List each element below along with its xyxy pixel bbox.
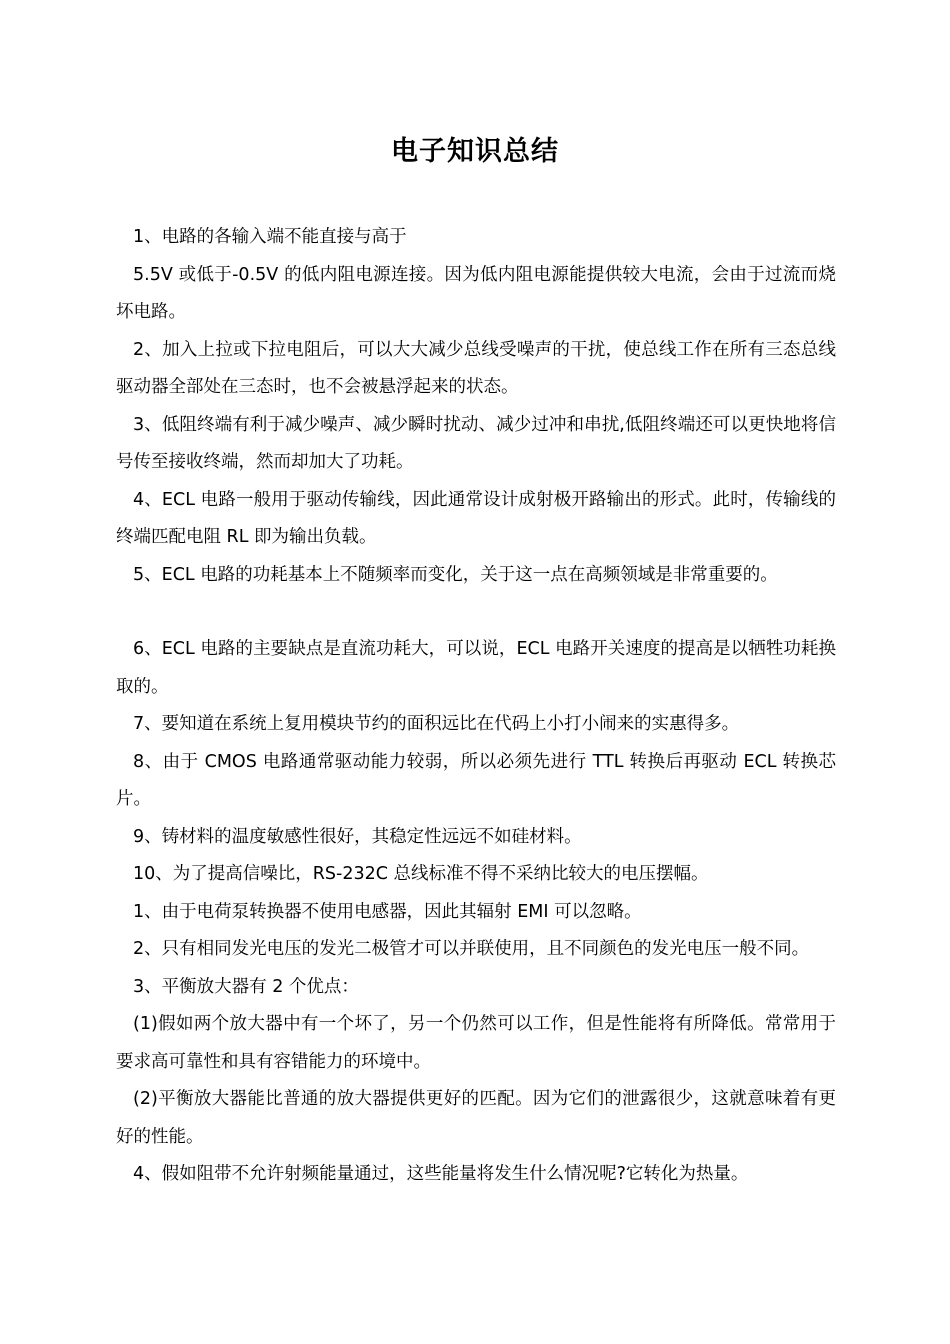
document-body: [116, 219, 836, 1194]
paragraph-11: 10、为了提高信噪比，RS-232C 总线标准不得不采纳比较大的电压摆幅。: [133, 864, 709, 884]
document-title: 电子知识总结: [391, 136, 559, 167]
paragraph-2: 5.5V 或低于-0.5V 的低内阻电源连接。因为低内阻电源能提供较大电流，会由于过流而烧坏电路。: [116, 264, 836, 322]
paragraph-4: 3、低阻终端有利于减少噪声、减少瞬时扰动、减少过冲和串扰,低阻终端还可以更快地将信号传至接收终端，然而却加大了功耗。: [116, 414, 836, 472]
paragraph-6: 5、ECL 电路的功耗基本上不随频率而变化，关于这一点在高频领域是非常重要的。: [133, 564, 778, 585]
paragraph-16: (2)平衡放大器能比普通的放大器提供更好的匹配。因为它们的泄露很少，这就意味着有更好的性能。: [116, 1089, 836, 1147]
paragraph-12: 1、由于电荷泵转换器不使用电感器，因此其辐射 EMI 可以忽略。: [133, 901, 642, 922]
paragraph-3: 2、加入上拉或下拉电阻后，可以大大减少总线受噪声的干扰，使总线工作在所有三态总线驱动器全部处在三态时，也不会被悬浮起来的状态。: [116, 339, 836, 397]
paragraph-5: 4、ECL 电路一般用于驱动传输线，因此通常设计成射极开路输出的形式。此时，传输线的终端匹配电阻 RL 即为输出负载。: [116, 489, 836, 547]
paragraph-7: 6、ECL 电路的主要缺点是直流功耗大，可以说，ECL 电路开关速度的提高是以牺牲功耗换取的。: [116, 639, 836, 697]
paragraph-9: 8、由于 CMOS 电路通常驱动能力较弱，所以必须先进行 TTL 转换后再驱动 ECL 转换芯片。: [116, 751, 836, 809]
paragraph-10: 9、铸材料的温度敏感性很好，其稳定性远远不如硅材料。: [133, 826, 582, 847]
paragraph-17: 4、假如阻带不允许射频能量通过，这些能量将发生什么情况呢?它转化为热量。: [133, 1164, 749, 1184]
paragraph-14: 3、平衡放大器有 2 个优点：: [133, 976, 359, 997]
paragraph-8: 7、要知道在系统上复用模块节约的面积远比在代码上小打小闹来的实惠得多。: [133, 714, 740, 734]
paragraph-15: (1)假如两个放大器中有一个坏了，另一个仍然可以工作，但是性能将有所降低。常常用于要求高可靠性和具有容错能力的环境中。: [116, 1014, 836, 1072]
paragraph-13: 2、只有相同发光电压的发光二极管才可以并联使用，且不同颜色的发光电压一般不同。: [133, 939, 810, 959]
paragraph-1: 1、电路的各输入端不能直接与高于: [133, 227, 407, 247]
blank-line: [116, 594, 836, 631]
